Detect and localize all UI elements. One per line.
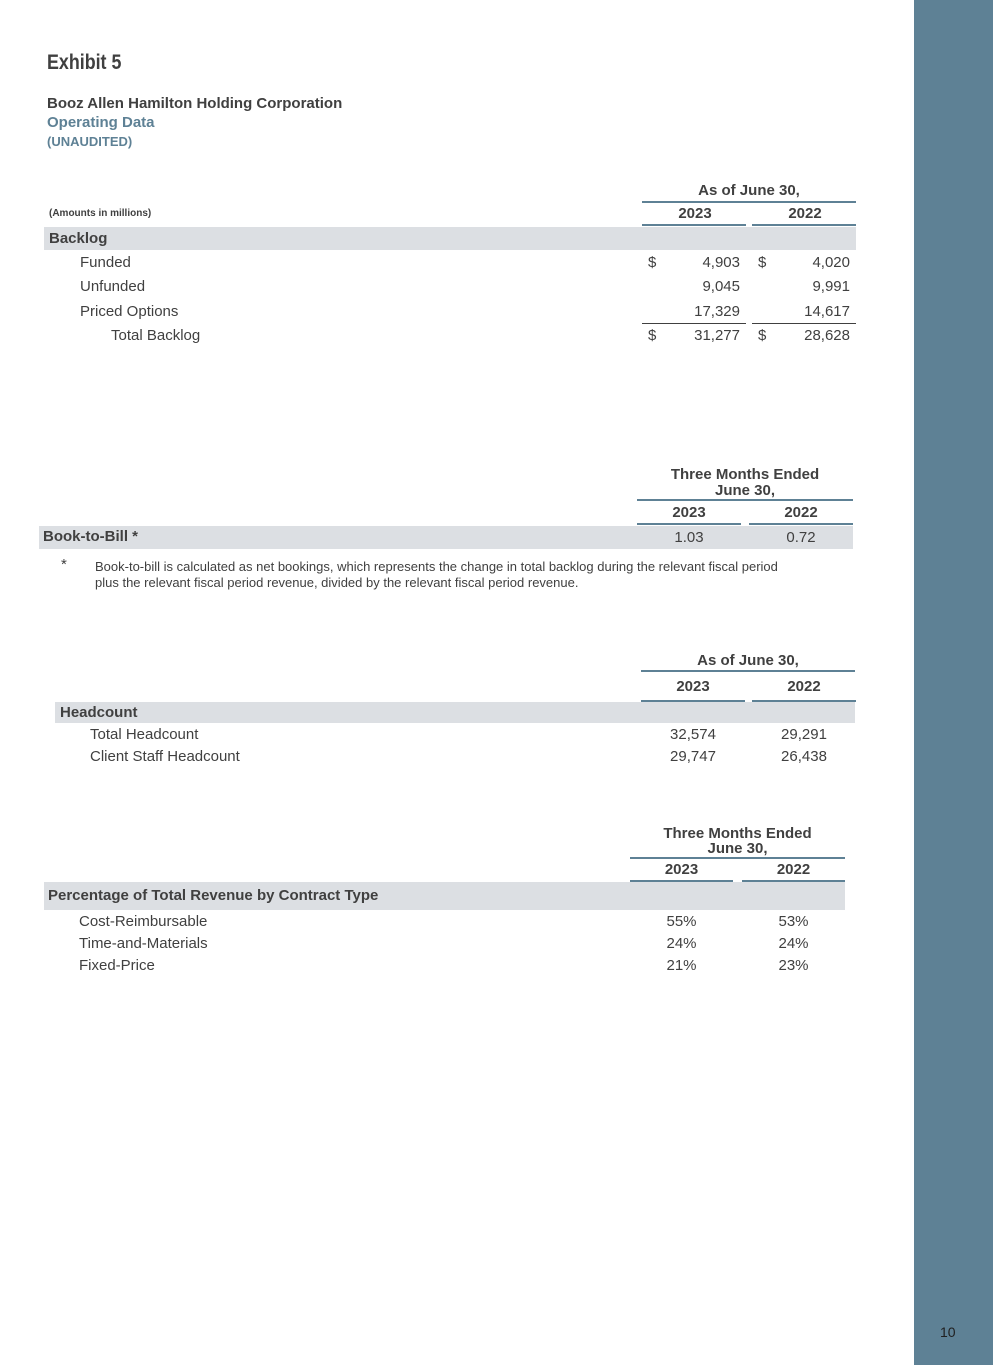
contract-period-header-1: Three Months Ended [663,825,812,842]
value-2023: 4,903 [702,254,740,271]
btb-year-2023: 2023 [672,504,706,521]
headcount-header-underline [641,670,855,672]
value-2023: 55% [666,913,697,930]
value-2022: 53% [778,913,809,930]
value-2023: 31,277 [694,327,740,344]
unaudited-label: (UNAUDITED) [47,134,133,149]
backlog-units-note: (Amounts in millions) [49,208,152,219]
btb-period-header-2: June 30, [714,482,776,499]
footnote-line-1: Book-to-bill is calculated as net bookings, which represents the change in total backlog during the relevant fiscal period [95,559,778,574]
row-label: Unfunded [80,278,146,295]
value-2022: 14,617 [804,303,850,320]
btb-label: Book-to-Bill * [43,528,138,545]
row-label: Client Staff Headcount [90,748,240,765]
value-2022: 24% [778,935,809,952]
row-label: Total Headcount [90,726,199,743]
btb-header-underline [637,499,853,501]
contract-year-2022: 2022 [776,861,811,878]
headcount-year-2022: 2022 [787,678,821,695]
btb-year-2022: 2022 [784,504,818,521]
row-label: Total Backlog [111,327,201,344]
value-2022: 4,020 [812,254,850,271]
row-label: Funded [80,254,131,271]
backlog-section-label: Backlog [49,230,108,247]
btb-year-2023-underline [637,523,741,525]
currency-symbol: $ [648,327,657,344]
value-2022: 26,438 [781,748,827,765]
total-rule-2023 [642,323,746,324]
footnote-line-2: plus the relevant fiscal period revenue, divided by the relevant fiscal period revenue. [95,575,579,590]
value-2022: 29,291 [781,726,827,743]
report-subtitle: Operating Data [47,114,155,131]
contract-header-underline [630,857,845,859]
headcount-period-header: As of June 30, [697,652,799,669]
contract-section-label: Percentage of Total Revenue by Contract Type [48,887,379,904]
value-2022: 28,628 [804,327,850,344]
row-label: Priced Options [80,303,179,320]
backlog-year-2023: 2023 [678,205,712,222]
btb-period-header-1: Three Months Ended [670,466,820,483]
currency-symbol: $ [758,254,767,271]
page-sidebar-band [914,0,993,1365]
row-label: Cost-Reimbursable [79,913,208,930]
btb-year-2022-underline [749,523,853,525]
headcount-section-label: Headcount [60,704,138,721]
value-2023: 9,045 [702,278,740,295]
value-2023: 32,574 [670,726,716,743]
company-name: Booz Allen Hamilton Holding Corporation [47,95,343,112]
currency-symbol: $ [758,327,767,344]
row-label: Time-and-Materials [79,935,208,952]
footnote-mark: * [61,556,67,573]
value-2022: 9,991 [812,278,850,295]
contract-period-header-2: June 30, [707,840,768,857]
backlog-section-band [44,227,856,250]
headcount-section-band [55,702,855,723]
row-label: Fixed-Price [79,957,155,974]
value-2023: 17,329 [694,303,740,320]
value-2022: 23% [778,957,809,974]
backlog-year-2023-underline [642,224,746,226]
headcount-year-2023: 2023 [676,678,710,695]
page-number: 10 [940,1324,956,1340]
total-rule-2022 [752,323,856,324]
exhibit-title: Exhibit 5 [47,51,122,74]
backlog-year-2022: 2022 [788,205,822,222]
value-2023: 21% [666,957,697,974]
btb-value-2022: 0.72 [786,529,816,546]
backlog-year-2022-underline [752,224,856,226]
backlog-period-header: As of June 30, [698,182,800,199]
contract-year-2023: 2023 [664,861,699,878]
value-2023: 29,747 [670,748,716,765]
btb-value-2023: 1.03 [674,529,704,546]
value-2023: 24% [666,935,697,952]
currency-symbol: $ [648,254,657,271]
backlog-header-underline [642,201,856,203]
